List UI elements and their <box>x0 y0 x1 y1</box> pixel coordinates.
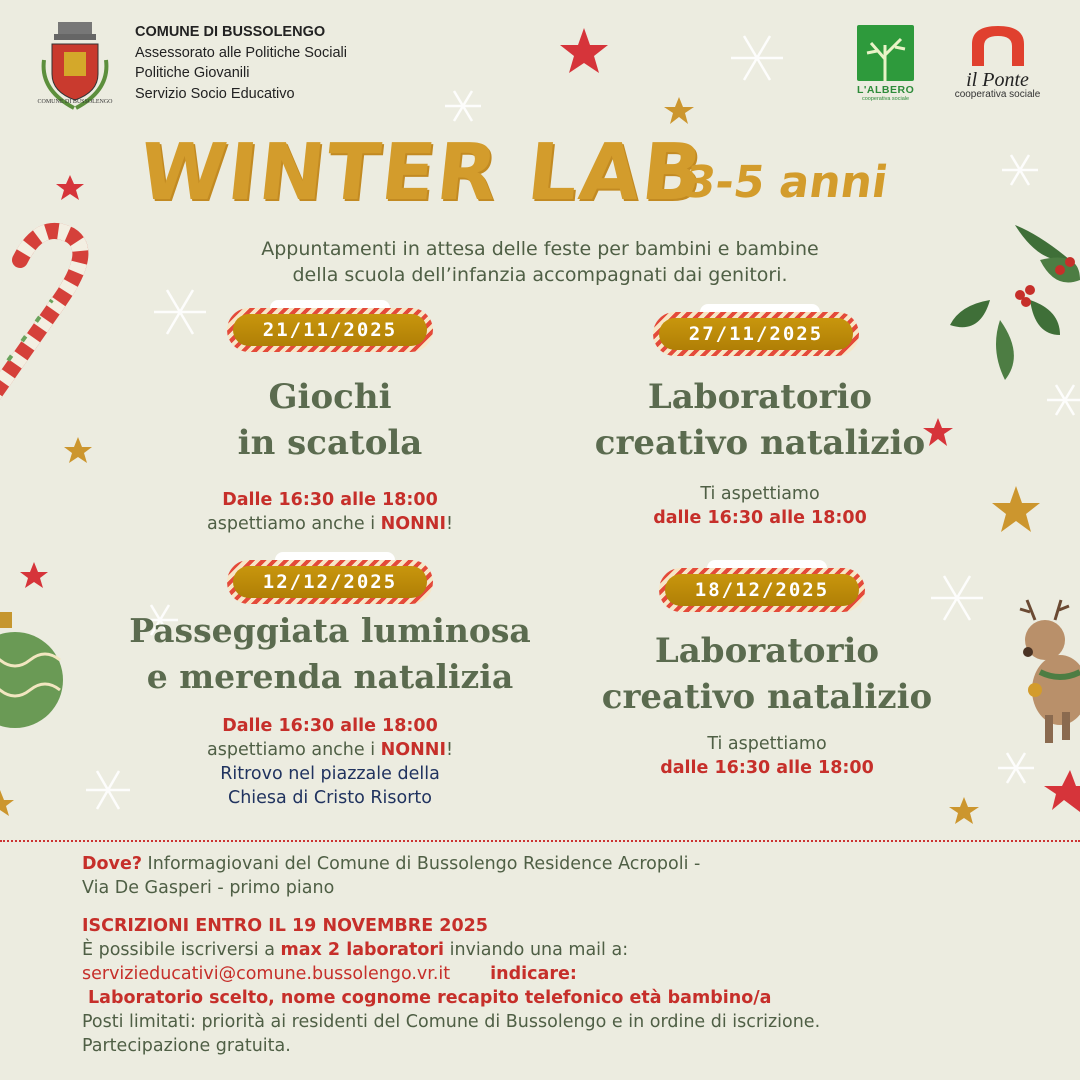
event-card <box>120 300 540 536</box>
star-icon <box>664 97 694 124</box>
event-time: Dalle 16:30 alle 18:00 <box>222 490 438 510</box>
footer-info <box>82 852 820 1058</box>
event-title-line: Laboratorio <box>654 631 880 671</box>
where-line: Via De Gasperi - primo piano <box>82 878 335 898</box>
org-line: Politiche Giovanili <box>135 65 250 81</box>
date-badge <box>227 560 433 604</box>
event-details <box>110 714 550 810</box>
star-icon <box>949 797 979 824</box>
star-icon <box>1044 770 1080 812</box>
where-line <box>82 852 820 876</box>
date-label: 12/12/2025 <box>233 566 427 598</box>
event-note: Ti aspettiamo <box>707 734 827 754</box>
email-line <box>82 962 820 986</box>
email-link[interactable]: servizieducativi@comune.bussolengo.vr.it <box>82 964 451 984</box>
info-text: inviando una mail a: <box>444 940 629 960</box>
intro-line: Appuntamenti in attesa delle feste per bambini e bambine <box>261 238 819 260</box>
candy-cane-icon <box>0 231 80 400</box>
snowflake-icon <box>731 36 783 80</box>
date-label: 21/11/2025 <box>233 314 427 346</box>
event-details <box>120 488 540 536</box>
event-title <box>110 608 550 700</box>
indicate-label: indicare: <box>490 964 577 984</box>
date-badge <box>653 312 859 356</box>
albero-sub: cooperativa sociale <box>861 96 910 102</box>
info-text: È possibile iscriversi a <box>82 940 281 960</box>
date-label: 18/12/2025 <box>665 574 859 606</box>
event-note: Ti aspettiamo <box>700 484 820 504</box>
event-title-line: e merenda natalizia <box>146 657 514 696</box>
albero-logo <box>857 25 914 105</box>
ponte-logo <box>950 22 1045 107</box>
event-title-line: creativo natalizio <box>594 423 926 463</box>
event-time: Dalle 16:30 alle 18:00 <box>222 716 438 736</box>
limits-text: Posti limitati: priorità ai residenti del Comune di Bussolengo e in ordine di iscrizione. <box>82 1012 821 1032</box>
event-time: dalle 16:30 alle 18:00 <box>653 508 867 528</box>
snowflake-icon <box>1002 155 1038 185</box>
event-title <box>550 374 970 466</box>
ornament-icon <box>0 612 63 728</box>
bridge-icon <box>950 22 1045 67</box>
snowflake-icon <box>445 91 481 121</box>
event-title-line: Laboratorio <box>647 377 873 417</box>
star-icon <box>56 175 84 200</box>
where-text: Informagiovani del Comune di Bussolengo Residence Acropoli - <box>141 854 701 874</box>
event-title-line: creativo natalizio <box>601 677 933 717</box>
event-note <box>120 512 540 536</box>
ponte-sub: cooperativa sociale <box>954 89 1041 100</box>
intro-text <box>120 236 960 288</box>
date-badge <box>659 568 865 612</box>
event-title <box>120 374 540 466</box>
registration-deadline: ISCRIZIONI ENTRO IL 19 NOVEMBRE 2025 <box>82 916 488 936</box>
event-details <box>550 482 970 530</box>
note-text: ! <box>445 740 453 760</box>
tree-icon <box>857 25 914 81</box>
event-title-line: Passeggiata luminosa <box>129 611 531 650</box>
note-highlight: NONNI <box>380 514 446 534</box>
albero-name: L'ALBERO <box>857 84 915 96</box>
star-icon <box>64 437 92 463</box>
event-details <box>557 732 977 780</box>
organization-block <box>135 22 347 104</box>
org-title: COMUNE DI BUSSOLENGO <box>135 24 326 40</box>
event-title <box>557 628 977 720</box>
star-icon <box>20 562 48 588</box>
meeting-point: Chiesa di Cristo Risorto <box>227 788 432 808</box>
crest-caption: COMUNE DI BUSSOLENGO <box>37 99 113 105</box>
date-badge <box>227 308 433 352</box>
note-text: aspettiamo anche i <box>207 740 381 760</box>
reindeer-icon <box>1020 600 1080 743</box>
ponte-name: il Ponte <box>966 69 1029 91</box>
event-card <box>550 304 970 530</box>
note-highlight: NONNI <box>380 740 446 760</box>
event-card <box>557 560 977 780</box>
poster-title: WINTER LAB <box>135 128 709 218</box>
star-icon <box>560 28 608 73</box>
note-text: aspettiamo anche i <box>207 514 381 534</box>
free-text: Partecipazione gratuita. <box>82 1036 291 1056</box>
event-title-line: Giochi <box>268 377 392 417</box>
event-title-line: in scatola <box>237 423 423 463</box>
registration-info <box>82 938 820 962</box>
info-highlight: max 2 laboratori <box>280 940 445 960</box>
snowflake-icon <box>998 753 1034 783</box>
snowflake-icon <box>1047 385 1080 415</box>
org-line: Assessorato alle Politiche Sociali <box>135 44 347 61</box>
where-label: Dove? <box>82 854 142 874</box>
org-line: Servizio Socio Educativo <box>135 85 295 102</box>
event-time: dalle 16:30 alle 18:00 <box>660 758 874 778</box>
required-details: Laboratorio scelto, nome cognome recapito telefonico età bambino/a <box>88 988 772 1008</box>
event-card <box>110 552 550 810</box>
date-label: 27/11/2025 <box>659 318 853 350</box>
note-text: ! <box>445 514 453 534</box>
age-range: 3-5 anni <box>681 157 891 208</box>
star-icon <box>992 486 1040 532</box>
dotted-divider <box>0 840 1080 842</box>
event-note <box>110 738 550 762</box>
intro-line: della scuola dell’infanzia accompagnati dai genitori. <box>292 264 788 286</box>
star-icon <box>0 790 14 816</box>
meeting-point: Ritrovo nel piazzale della <box>220 764 440 784</box>
